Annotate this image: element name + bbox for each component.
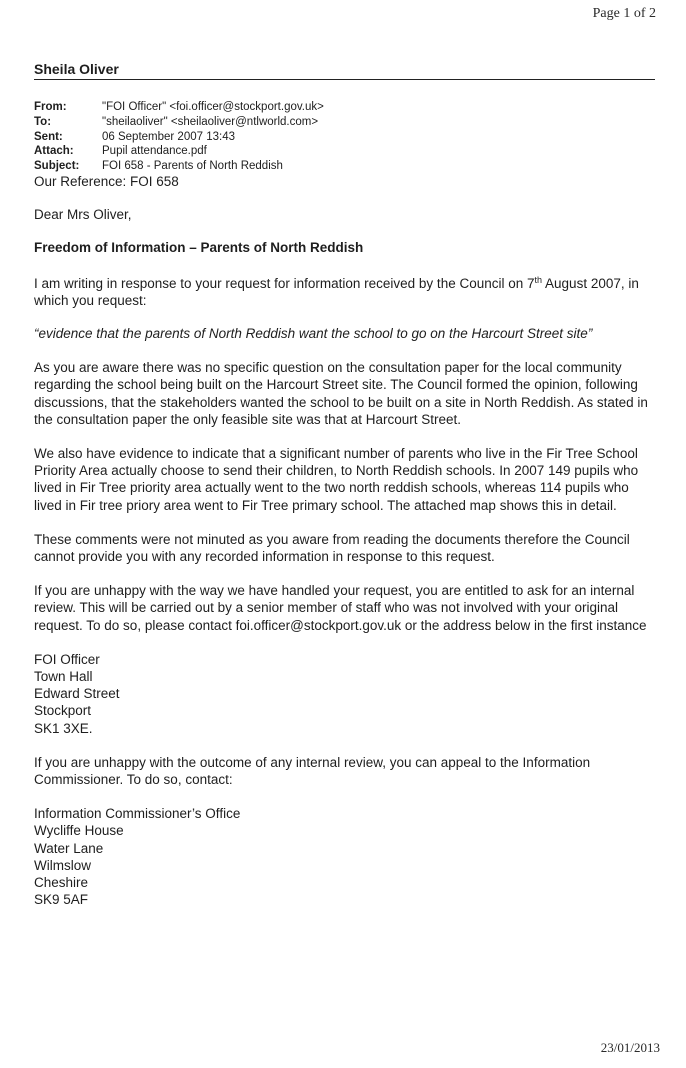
quoted-request: “evidence that the parents of North Reddish want the school to go on the Harcourt Street site” bbox=[34, 326, 593, 342]
address-line: SK1 3XE. bbox=[34, 720, 93, 736]
page-number: Page 1 of 2 bbox=[592, 6, 656, 21]
header-label: Subject: bbox=[34, 160, 80, 173]
address-line: FOI Officer bbox=[34, 651, 100, 667]
header-sent bbox=[34, 130, 324, 145]
intro-text-start: I am writing in response to your request for information received by the Council on 7 bbox=[34, 275, 535, 291]
address-line: Stockport bbox=[34, 703, 92, 719]
reference-line: Our Reference: FOI 658 bbox=[34, 174, 179, 189]
address-line: Wycliffe House bbox=[34, 823, 124, 839]
intro-paragraph bbox=[34, 275, 659, 309]
address-line: Town Hall bbox=[34, 669, 93, 685]
header-value: Pupil attendance.pdf bbox=[102, 145, 207, 158]
header-divider bbox=[34, 79, 655, 80]
header-value: "FOI Officer" <foi.officer@stockport.gov.uk> bbox=[102, 101, 324, 113]
address-line: Information Commissioner’s Office bbox=[34, 806, 241, 822]
intro-text-end: August 2007, in which you request: bbox=[34, 275, 639, 308]
address-line: Edward Street bbox=[34, 686, 120, 702]
sender-name: Sheila Oliver bbox=[34, 61, 119, 77]
paragraph-evidence: We also have evidence to indicate that a significant number of parents who live in the Fir Tree School Priority Area actually choose to send their children, to North Reddish schools. In 2007 149 pupils who lived in Fir Tree priority area actually went to the two north reddish schools, whereas 114 pupils who lived in Fir tree priory area went to Fir Tree primary school. The attached map shows this in detail. bbox=[34, 446, 639, 513]
header-label: To: bbox=[34, 115, 52, 128]
address-line: Wilmslow bbox=[34, 857, 91, 873]
header-value: "sheilaoliver" <sheilaoliver@ntlworld.com> bbox=[102, 115, 319, 128]
intro-superscript: th bbox=[534, 274, 543, 285]
header-value: FOI 658 - Parents of North Reddish bbox=[102, 160, 283, 173]
header-value: 06 September 2007 13:43 bbox=[102, 130, 235, 143]
header-label: From: bbox=[34, 101, 67, 113]
letter-body bbox=[34, 173, 659, 926]
email-headers bbox=[34, 100, 324, 174]
header-to bbox=[34, 115, 324, 130]
paragraph-consultation: As you are aware there was no specific question on the consultation paper for the local community regarding the school being built on the Harcourt Street site. The Council formed the opinion, following discussions, that the stakeholders wanted the school to be built on a site in North Reddish. As stated in the consultation paper the only feasible site was that at Harcourt Street. bbox=[34, 360, 648, 427]
address-line: Cheshire bbox=[34, 875, 89, 891]
ico-address-block bbox=[34, 805, 659, 908]
header-label: Sent: bbox=[34, 130, 63, 143]
header-label: Attach: bbox=[34, 145, 74, 158]
letter-heading: Freedom of Information – Parents of North Reddish bbox=[34, 240, 364, 256]
address-line: SK9 5AF bbox=[34, 892, 89, 908]
foi-address-block bbox=[34, 651, 659, 737]
header-subject bbox=[34, 159, 324, 174]
address-line: Water Lane bbox=[34, 840, 104, 856]
print-date: 23/01/2013 bbox=[600, 1040, 660, 1055]
paragraph-appeal: If you are unhappy with the outcome of any internal review, you can appeal to the Information Commissioner. To do so, contact: bbox=[34, 754, 591, 788]
paragraph-review: If you are unhappy with the way we have handled your request, you are entitled to ask for an internal review. This will be carried out by a senior member of staff who was not involved with your original request. To do so, please contact foi.officer@stockport.gov.uk or the address below in the first instance bbox=[34, 583, 647, 633]
greeting: Dear Mrs Oliver, bbox=[34, 207, 132, 223]
header-attach bbox=[34, 144, 324, 159]
header-from bbox=[34, 100, 324, 115]
paragraph-comments: These comments were not minuted as you aware from reading the documents therefore the Council cannot provide you with any recorded information in response to this request. bbox=[34, 531, 630, 565]
